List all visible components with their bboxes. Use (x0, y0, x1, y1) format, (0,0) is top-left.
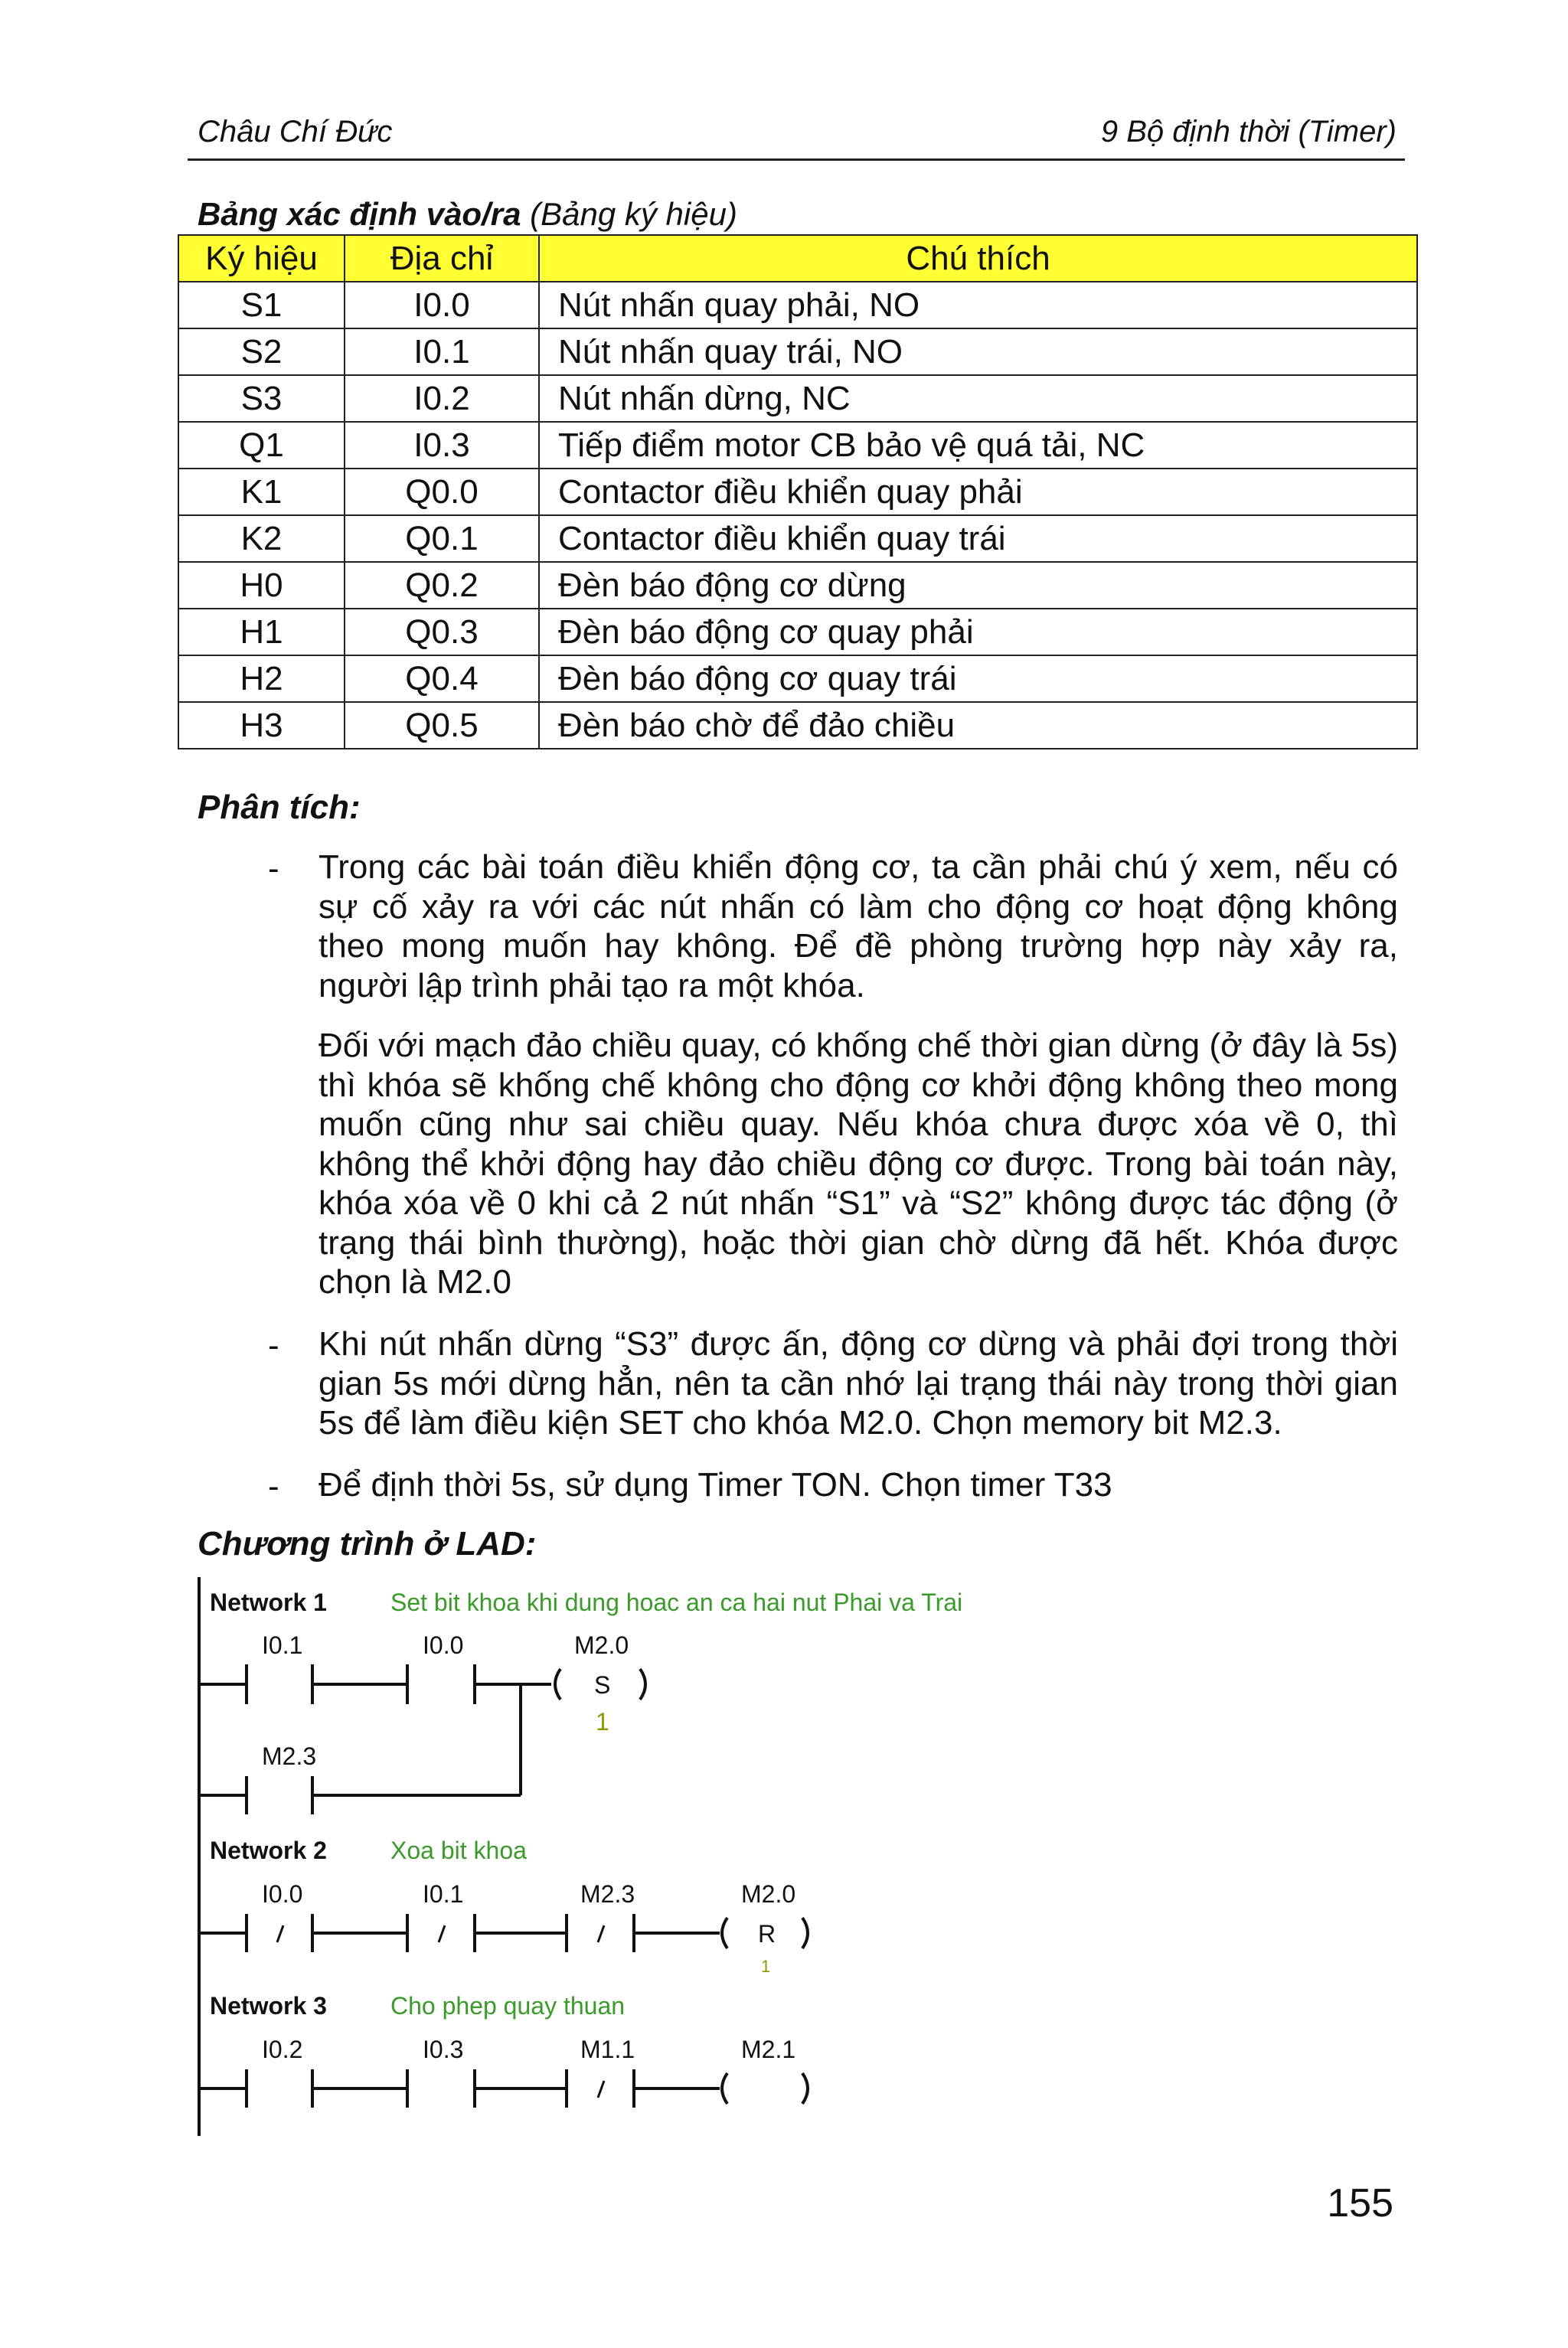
lad-heading: Chương trình ở LAD: (198, 1525, 537, 1563)
n1-coil-address: M2.0 (574, 1631, 629, 1659)
n1-coil-count: 1 (596, 1708, 609, 1736)
cell-address: I0.3 (345, 422, 539, 469)
cell-address: I0.1 (345, 328, 539, 375)
n3-contact-2-address: I0.3 (423, 2036, 464, 2063)
n3-coil-address: M2.1 (741, 2036, 796, 2063)
network-2-label: Network 2 (210, 1837, 327, 1864)
network-1-label: Network 1 (210, 1589, 327, 1616)
coil-n1-left (555, 1669, 560, 1700)
cell-address: Q0.2 (345, 562, 539, 609)
network-3-label: Network 3 (210, 1992, 327, 2020)
col-header-symbol: Ký hiệu (178, 235, 345, 282)
table-row (178, 515, 1417, 562)
table-title-rest: (Bảng ký hiệu) (521, 196, 737, 232)
n2-coil-type: R (758, 1920, 776, 1948)
table-row (178, 655, 1417, 702)
page-number: 155 (1327, 2181, 1393, 2226)
analysis-paragraph-1: Trong các bài toán điều khiển động cơ, ta cần phải chú ý xem, nếu có sự cố xảy ra với các nút nhấn có làm cho động cơ hoạt động không theo mong muốn hay không. Để đề phòng trường hợp này xảy ra, người lập trình phải tạo ra một khóa. (318, 848, 1398, 1004)
network-2-comment: Xoa bit khoa (390, 1837, 527, 1864)
coil-n1-right (640, 1669, 645, 1700)
cell-note: Nút nhấn dừng, NC (539, 375, 1417, 422)
n3-contact-3-address: M1.1 (580, 2036, 635, 2063)
table-row (178, 562, 1417, 609)
cell-note: Nút nhấn quay trái, NO (539, 328, 1417, 375)
network-1-comment: Set bit khoa khi dung hoac an ca hai nut Phai va Trai (390, 1589, 963, 1616)
cell-note: Contactor điều khiển quay phải (539, 469, 1417, 515)
analysis-paragraph-4: Để định thời 5s, sử dụng Timer TON. Chọn timer T33 (318, 1466, 1112, 1504)
n1-contact-1-address: I0.1 (262, 1631, 303, 1659)
cell-note: Đèn báo chờ để đảo chiều (539, 702, 1417, 749)
cell-symbol: H1 (178, 609, 345, 655)
table-row (178, 375, 1417, 422)
network-3-comment: Cho phep quay thuan (390, 1992, 626, 2020)
cell-symbol: H2 (178, 655, 345, 702)
table-row (178, 702, 1417, 749)
n2-coil-address: M2.0 (741, 1880, 796, 1908)
cell-address: Q0.4 (345, 655, 539, 702)
table-title-bold: Bảng xác định vào/ra (198, 196, 521, 232)
analysis-paragraph-2: Đối với mạch đảo chiều quay, có khống chế thời gian dừng (ở đây là 5s) thì khóa sẽ khống chế không cho động cơ khởi động không theo mong muốn cũng như sai chiều quay. Nếu khóa chưa được xóa về 0, thì không thể khởi động hay đảo chiều động cơ được. Trong bài toán này, khóa xóa về 0 khi cả 2 nút nhấn “S1” và “S2” không được tác động (ở trạng thái bình thường), hoặc thời gian chờ dừng đã hết. Khóa được chọn là M2.0 (318, 1027, 1398, 1301)
bullet-dash: - (268, 850, 279, 887)
bullet-dash: - (268, 1327, 279, 1364)
n2-contact-3-address: M2.3 (580, 1880, 635, 1908)
n2-contact-2-address: I0.1 (423, 1880, 464, 1908)
cell-address: I0.0 (345, 282, 539, 328)
analysis-heading: Phân tích: (198, 789, 361, 826)
cell-symbol: K2 (178, 515, 345, 562)
cell-symbol: S1 (178, 282, 345, 328)
cell-note: Contactor điều khiển quay trái (539, 515, 1417, 562)
col-header-address: Địa chỉ (345, 235, 539, 282)
cell-address: Q0.3 (345, 609, 539, 655)
cell-symbol: K1 (178, 469, 345, 515)
n1-contact-2-address: I0.0 (423, 1631, 464, 1659)
cell-symbol: H0 (178, 562, 345, 609)
table-row (178, 609, 1417, 655)
table-row (178, 282, 1417, 328)
cell-symbol: S3 (178, 375, 345, 422)
cell-note: Nút nhấn quay phải, NO (539, 282, 1417, 328)
cell-address: Q0.0 (345, 469, 539, 515)
cell-note: Đèn báo động cơ dừng (539, 562, 1417, 609)
ladder-diagram (191, 1577, 963, 2144)
bullet-dash: - (268, 1468, 279, 1505)
table-title (198, 196, 737, 233)
n1-contact-3-address: M2.3 (262, 1742, 317, 1770)
cell-symbol: H3 (178, 702, 345, 749)
n2-coil-count: 1 (761, 1957, 771, 1976)
n2-contact-1-address: I0.0 (262, 1880, 303, 1908)
cell-note: Đèn báo động cơ quay phải (539, 609, 1417, 655)
cell-address: Q0.5 (345, 702, 539, 749)
cell-symbol: S2 (178, 328, 345, 375)
col-header-note: Chú thích (539, 235, 1417, 282)
table-row (178, 328, 1417, 375)
table-row (178, 469, 1417, 515)
cell-address: Q0.1 (345, 515, 539, 562)
cell-note: Đèn báo động cơ quay trái (539, 655, 1417, 702)
header-chapter: 9 Bộ định thời (Timer) (1100, 115, 1396, 149)
header-author: Châu Chí Đức (198, 115, 393, 149)
cell-symbol: Q1 (178, 422, 345, 469)
n3-contact-1-address: I0.2 (262, 2036, 303, 2063)
analysis-paragraph-3: Khi nút nhấn dừng “S3” được ấn, động cơ dừng và phải đợi trong thời gian 5s mới dừng hẳn, nên ta cần nhớ lại trạng thái này trong thời gian 5s để làm điều kiện SET cho khóa M2.0. Chọn memory bit M2.3. (318, 1325, 1398, 1442)
table-row (178, 422, 1417, 469)
cell-address: I0.2 (345, 375, 539, 422)
io-table (178, 234, 1418, 749)
io-table-header (178, 235, 1417, 282)
header-rule (188, 158, 1405, 161)
n1-coil-type: S (594, 1671, 611, 1699)
cell-note: Tiếp điểm motor CB bảo vệ quá tải, NC (539, 422, 1417, 469)
